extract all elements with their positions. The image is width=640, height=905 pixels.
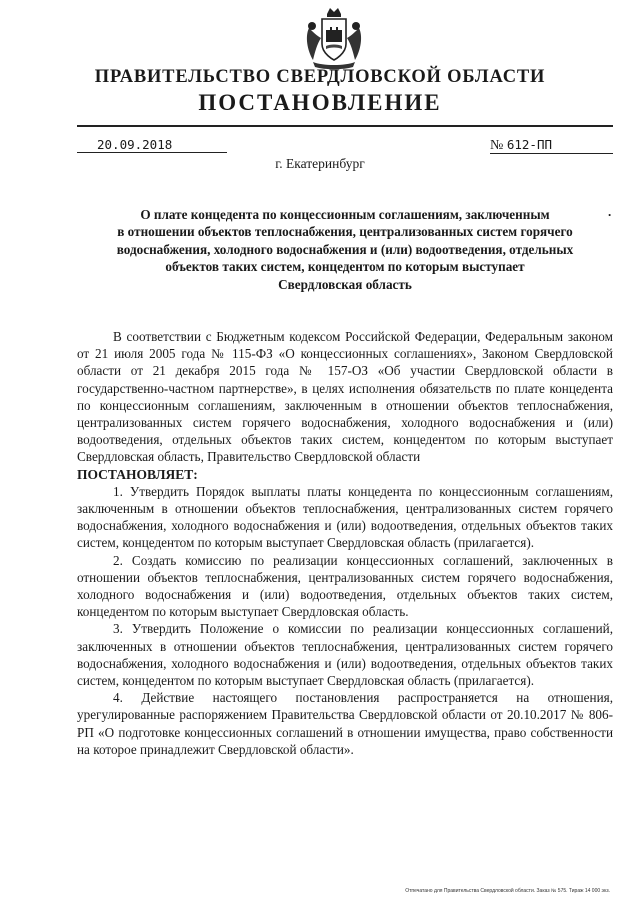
document-body — [77, 328, 613, 758]
decree-verb: ПОСТАНОВЛЯЕТ: — [77, 466, 198, 482]
item-paragraph: 4. Действие настоящего постановления распространяется на отношения, урегулированные распоряжением Правительства Свердловской области от 20.10.2017 № 806-РП «О подготовке концессионных соглашений в отношении имущества, право собственности на которое принадлежит Свердловской области». — [77, 690, 613, 757]
title-line: водоснабжения, холодного водоснабжения и (или) водоотведения, отдельных — [116, 241, 574, 257]
stray-mark: . — [608, 204, 612, 219]
item-paragraph: 3. Утвердить Положение о комиссии по реализации концессионных соглашений, заключенных в отношении объектов теплоснабжения, централизованных систем горячего водоснабжения, холодного водоснабжения и (или) водоотведения, отдельных объектов таких систем, концедентом по которым выступает Свердловская область (прилагается). — [77, 621, 613, 689]
title-line: объектов таких систем, концедентом по которым выступает — [165, 259, 525, 275]
number-sign: № — [490, 138, 504, 153]
document-title — [77, 206, 613, 293]
number-value: 612-ПП — [506, 137, 553, 152]
item-paragraph: 1. Утвердить Порядок выплаты платы концедента по концессионным соглашениям, заключенным в отношении объектов теплоснабжения, централизованных систем горячего водоснабжения, холодного водоснабжения и (или) водоотведения, отдельных объектов таких систем, концедентом по которым выступает Свердловская область (прилагается). — [77, 483, 613, 551]
title-line: Свердловская область — [278, 276, 412, 292]
header-divider — [77, 125, 613, 127]
coat-of-arms-icon — [303, 6, 365, 70]
item-paragraph: 2. Создать комиссию по реализации концессионных соглашений, заключенных в отношении объектов теплоснабжения, централизованных систем горячего водоснабжения, холодного водоснабжения и (или) водоотведения, отдельных объектов таких систем, концедентом по которым выступает Свердловская область. — [77, 552, 613, 620]
title-line: в отношении объектов теплоснабжения, централизованных систем горячего — [117, 224, 573, 240]
government-name: ПРАВИТЕЛЬСТВО СВЕРДЛОВСКОЙ ОБЛАСТИ — [94, 67, 546, 87]
document-type-heading: ПОСТАНОВЛЕНИЕ — [198, 90, 442, 115]
title-line: О плате концедента по концессионным соглашениям, заключенным — [140, 207, 550, 222]
print-note: Отпечатано для Правительства Свердловской области. Заказ № 575. Тираж 14 000 экз. — [405, 888, 610, 894]
city-name: г. Екатеринбург — [275, 156, 365, 171]
decree-date: 20.09.2018 — [77, 137, 227, 153]
preamble-paragraph: В соответствии с Бюджетным кодексом Российской Федерации, Федеральным законом от 21 июля 2005 года № 115-ФЗ «О концессионных соглашениях», Законом Свердловской области от 21 декабря 2015 года № 157-ОЗ «Об участии Свердловской области в государственно-частном партнерстве», в целях исполнения обязательств по плате концедента по концессионным соглашениям, заключенным в отношении объектов теплоснабжения, централизованных систем горячего водоснабжения, холодного водоснабжения и (или) водоотведения, отдельных объектов таких систем, концедентом по которым выступает Свердловская область, Правительство Свердловской области — [77, 329, 613, 465]
decree-number — [490, 137, 613, 154]
